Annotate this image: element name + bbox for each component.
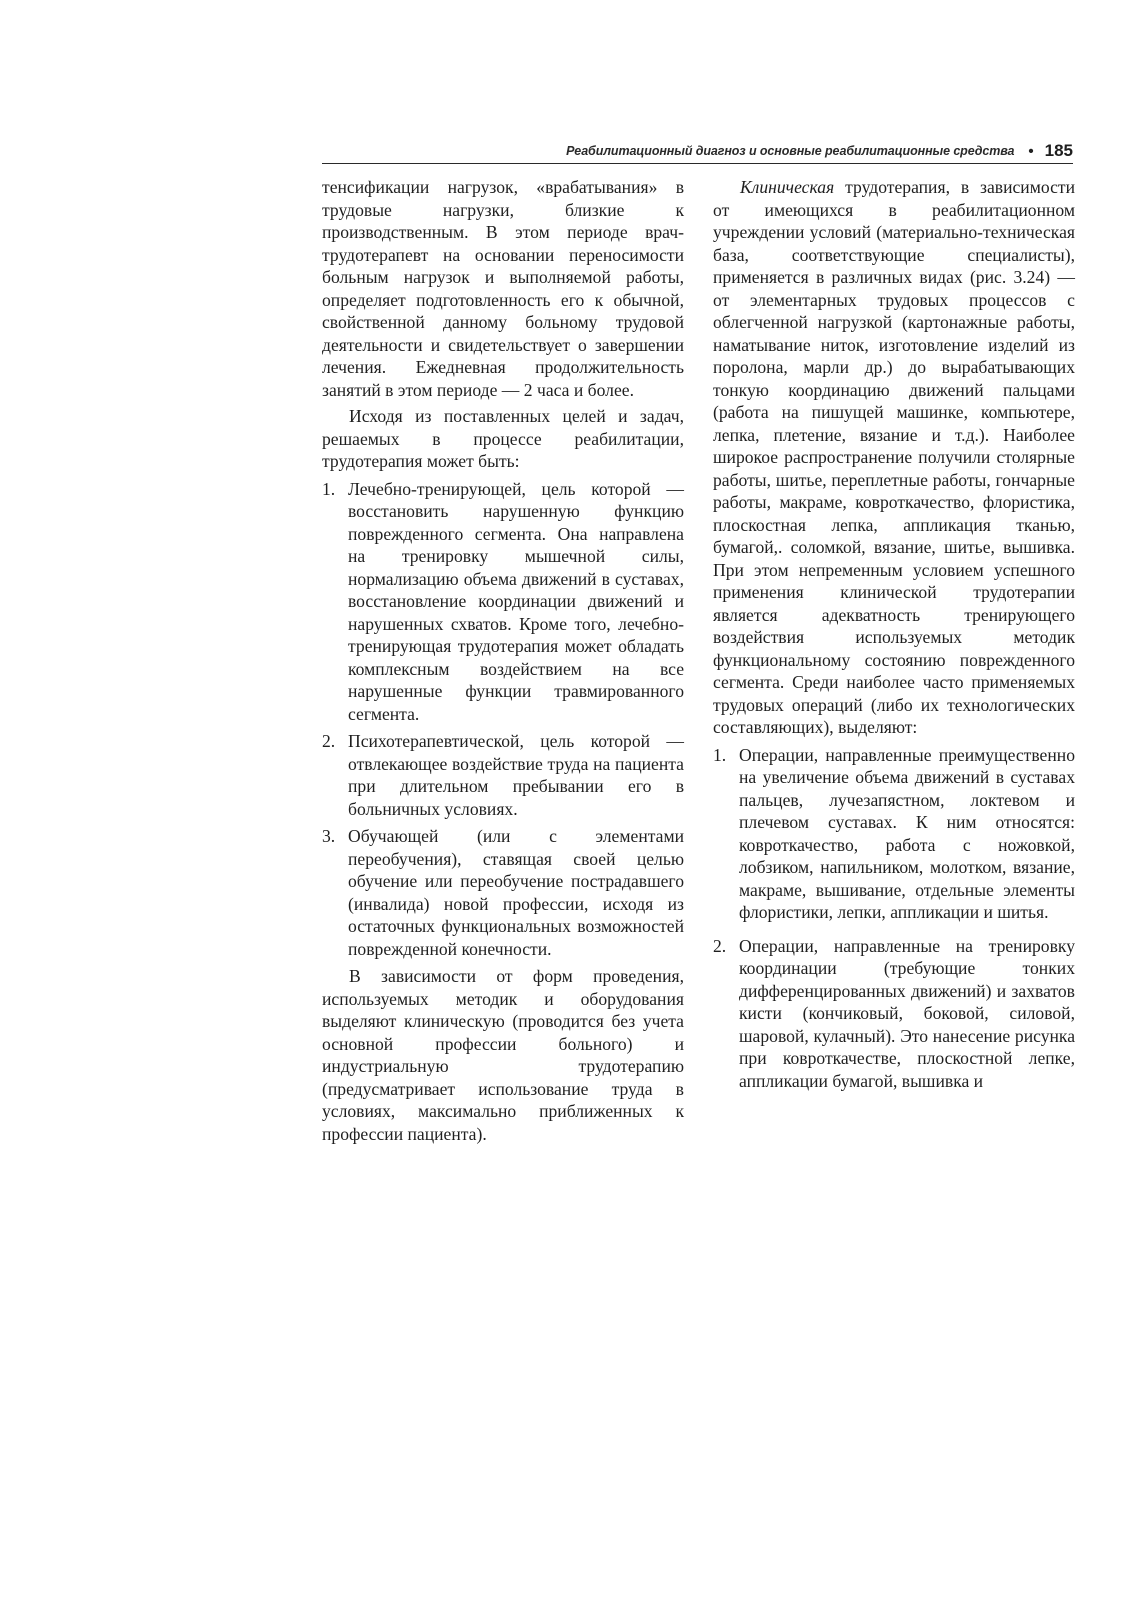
paragraph <box>713 176 1075 739</box>
running-header-title: Реабилитационный диагноз и основные реабилитационные средства <box>566 144 1015 158</box>
list-item-text: Обучающей (или с элементами переобучения), ставящая своей целью обучение или переобучение пострадавшего (инвалида) новой профессии, исходя из остаточных функциональных возможностей поврежденной конечности. <box>348 826 684 959</box>
therapy-types-list <box>322 478 684 961</box>
list-item-number: 3. <box>322 826 336 846</box>
operations-list <box>713 744 1075 1093</box>
list-item-text: Лечебно-тренирующей, цель которой — восстановить нарушенную функцию поврежденного сегмента. Она направлена на тренировку мышечной силы, нормализацию объема движений в суставах, восстановление координации движений и нарушенных схватов. Кроме того, лечебно-тренирующая трудотерапия может обладать комплексным воздействием на все нарушенные функции травмированного сегмента. <box>348 478 684 724</box>
list-item-text: Психотерапевтической, цель которой — отвлекающее воздействие труда на пациента при длительном пребывании его в больничных условиях. <box>348 731 684 819</box>
list-item-number: 1. <box>322 478 336 499</box>
paragraph-text: трудотерапия, в зависимости от имеющихся в реабилитационном учреждении условий (материально-техническая база, соответствующие специалисты), применяется в различных видах (рис. 3.24) — от элементарных трудовых процессов с облегченной нагрузкой (картонажные работы, наматывание ниток, изготовление изделий из поролона, марли др.) до вырабатывающих тонкую координацию движений пальцами (работа на пишущей машинке, компьютере, лепка, плетение, вязание и т.д.). Наиболее широкое распространение получили столярные работы, шитье, переплетные работы, гончарные работы, макраме, ковроткачество, флористика, плоскостная лепка, аппликация тканью, бумагой,. соломкой, вязание, шитье, вышивка. При этом непременным условием успешного применения клинической трудотерапии является адекватность тренирующего воздействия используемых методик функциональному состоянию поврежденного сегмента. Среди наиболее часто применяемых трудовых операций (либо их технологических составляющих), выделяют: <box>713 177 1075 737</box>
left-column <box>322 176 684 1145</box>
list-item-text: Операции, направленные на тренировку координации (требующие тонких дифференцированных движений) и захватов кисти (кончиковый, боковой, силовой, шаровой, кулачный). Это нанесение рисунка при ковроткачестве, плоскостной лепке, аппликации бумагой, вышивка и <box>739 935 1075 1091</box>
list-item-number: 2. <box>322 731 336 751</box>
list-item-number: 2. <box>713 935 727 956</box>
paragraph: тенсификации нагрузок, «врабатывания» в трудовые нагрузки, близкие к производственным. В этом периоде врач-трудотерапевт на основании переносимости больным нагрузок и выполняемой работы, определяет подготовленность его к обычной, свойственной данному больному трудовой деятельности и свидетельствует о завершении лечения. Ежедневная продолжительность занятий в этом периоде — 2 часа и более. <box>322 177 684 400</box>
paragraph: В зависимости от форм проведения, используемых методик и оборудования выделяют клиническую (проводится без учета основной профессии больного) и индустриальную трудотерапию (предусматривает использование труда в условиях, максимально приближенных к профессии пациента). <box>322 966 684 1144</box>
running-header <box>322 139 1073 164</box>
header-bullet: • <box>1028 142 1034 160</box>
list-item-number: 1. <box>713 744 727 765</box>
list-item <box>322 730 684 820</box>
italic-term: Клиническая <box>740 177 835 197</box>
list-item <box>322 478 684 726</box>
paragraph: Исходя из поставленных целей и задач, решаемых в процессе реабилитации, трудотерапия может быть: <box>322 406 684 471</box>
list-item <box>322 825 684 960</box>
list-item-text: Операции, направленные преимущественно на увеличение объема движений в суставах пальцев, лучезапястном, локтевом и плечевом суставах. К ним относятся: ковроткачество, работа с ножовкой, лобзиком, напильником, молотком, вязание, макраме, вышивание, отдельные элементы флористики, лепки, аппликации и шитья. <box>739 744 1075 922</box>
right-column <box>713 176 1075 1103</box>
list-item <box>713 744 1075 924</box>
list-item <box>713 935 1075 1093</box>
page-number: 185 <box>1044 141 1073 160</box>
